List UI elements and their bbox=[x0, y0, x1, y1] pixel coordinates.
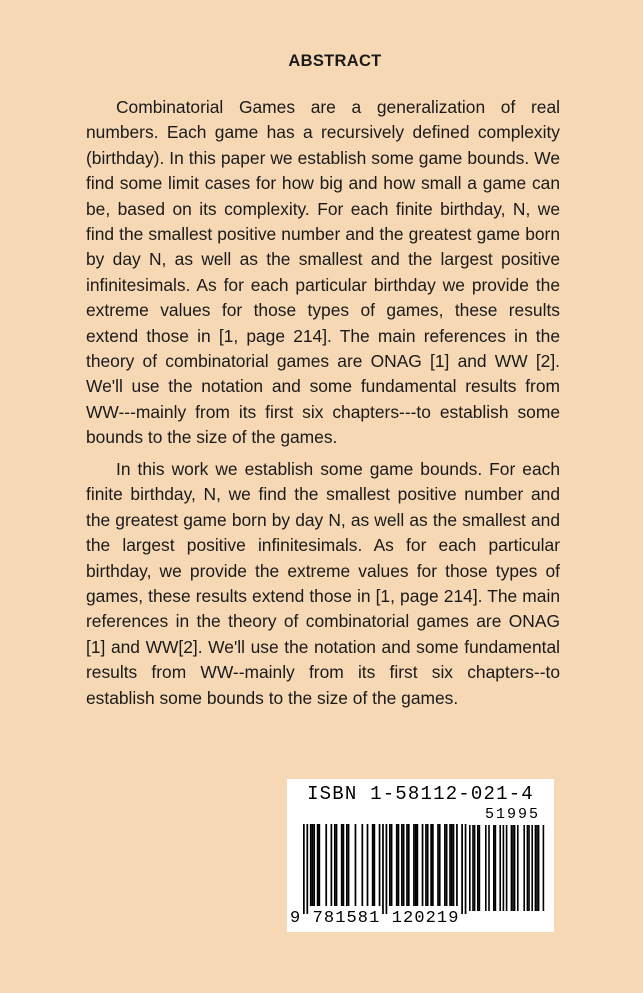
barcode-bar bbox=[382, 824, 384, 914]
barcode-bar bbox=[348, 824, 350, 906]
addon-bar bbox=[474, 825, 476, 911]
addon-bar bbox=[538, 825, 540, 911]
barcode-bar bbox=[451, 824, 453, 906]
addon-bar bbox=[485, 825, 487, 911]
barcode-bar bbox=[432, 824, 434, 906]
barcode-bar bbox=[317, 824, 319, 906]
barcode-bar bbox=[374, 824, 376, 906]
barcode-bar bbox=[386, 824, 388, 914]
barcode-bar bbox=[313, 824, 315, 906]
addon-bar bbox=[495, 825, 497, 911]
barcode-bar bbox=[391, 824, 393, 906]
abstract-paragraph-1: Combinatorial Games are a generalization of real numbers. Each game has a recursively defined complexity (birthday). In this paper we establish some game bounds. We find some limit cases for how big and how small a game can be, based on its complexity. For each finite birthday, N, we find the smallest positive number and the greatest game born by day N, as well as the smallest and the largest positive infinitesimals. As for each particular birthday we provide the extreme values for those types of games, these results extend those in [1, page 214]. The main references in the theory of combinatorial games are ONAG [1] and WW [2]. We'll use the notation and some fundamental results from WW---mainly from its first six chapters---to establish some bounds to the size of the games. bbox=[86, 97, 560, 448]
addon-bar bbox=[523, 825, 525, 911]
addon-bar bbox=[517, 825, 519, 911]
barcode-bar bbox=[406, 824, 408, 906]
barcode-bar bbox=[398, 824, 400, 906]
addon-bar bbox=[514, 825, 516, 911]
barcode-bar bbox=[417, 824, 419, 906]
barcode-bar bbox=[343, 824, 345, 906]
barcode-bar bbox=[456, 824, 458, 906]
isbn-barcode bbox=[287, 779, 554, 932]
barcode-bar bbox=[422, 824, 424, 906]
isbn-label: ISBN 1-58112-021-4 bbox=[307, 783, 534, 805]
barcode-bar bbox=[379, 824, 381, 906]
barcode-bar bbox=[306, 824, 308, 914]
barcode-bar bbox=[372, 824, 374, 906]
barcode-bar bbox=[331, 824, 333, 906]
addon-bar bbox=[543, 825, 545, 911]
addon-bar bbox=[528, 825, 530, 911]
barcode-bar bbox=[361, 824, 363, 906]
addon-bar bbox=[477, 825, 479, 911]
barcode-bar bbox=[389, 824, 391, 906]
addon-bar bbox=[511, 825, 513, 911]
addon-bar bbox=[527, 825, 529, 911]
barcode-bar bbox=[336, 824, 338, 906]
addon-bar bbox=[469, 825, 471, 911]
ean-digits: 9 781581 120219 bbox=[290, 909, 460, 928]
addon-bar bbox=[479, 825, 481, 911]
abstract-heading: ABSTRACT bbox=[288, 52, 382, 70]
barcode-bar bbox=[341, 824, 343, 906]
barcode-bar bbox=[334, 824, 336, 906]
barcode-bar bbox=[437, 824, 439, 906]
barcode-bar bbox=[439, 824, 441, 906]
barcode-bar bbox=[401, 824, 403, 906]
barcode-bar bbox=[355, 824, 357, 906]
barcode-bar bbox=[310, 824, 312, 906]
barcode-bar bbox=[413, 824, 415, 906]
barcode-bar bbox=[303, 824, 305, 914]
barcode-bar bbox=[396, 824, 398, 906]
barcode-bar bbox=[346, 824, 348, 906]
barcode-bar bbox=[408, 824, 410, 906]
barcode-bar bbox=[325, 824, 327, 906]
barcode-bar bbox=[312, 824, 314, 906]
barcode-bar bbox=[425, 824, 427, 906]
addon-bar bbox=[531, 825, 533, 911]
barcode-bar bbox=[367, 824, 369, 906]
price-code: 51995 bbox=[484, 806, 540, 823]
addon-bar bbox=[499, 825, 501, 911]
abstract-paragraph-2: In this work we establish some game bounds. For each finite birthday, N, we find the smallest positive number and the greatest game born by day N, as well as the smallest and the largest positive infinitesimals. As for each particular birthday, we provide the extreme values for those types of games, these results extend those in [1, page 214]. The main references in the theory of combinatorial games are ONAG [1] and WW[2]. We'll use the notation and some fundamental results from WW--mainly from its first six chapters--to establish some bounds to the size of the games. bbox=[86, 459, 560, 708]
addon-bar bbox=[472, 825, 474, 911]
barcode-bar bbox=[449, 824, 451, 906]
addon-bar bbox=[488, 825, 490, 911]
barcode-bar bbox=[415, 824, 417, 906]
addon-bar bbox=[535, 825, 537, 911]
barcode-bar bbox=[403, 824, 405, 906]
addon-bar bbox=[512, 825, 514, 911]
addon-bar bbox=[536, 825, 538, 911]
barcode-bar bbox=[446, 824, 448, 906]
barcode-bar bbox=[453, 824, 455, 906]
barcode-bar bbox=[444, 824, 446, 906]
barcode-bar bbox=[318, 824, 320, 906]
barcode-bar bbox=[427, 824, 429, 906]
barcode-bar bbox=[465, 824, 467, 914]
barcode-bar bbox=[461, 824, 463, 914]
addon-bar bbox=[503, 825, 505, 911]
addon-bar bbox=[493, 825, 495, 911]
addon-bar bbox=[506, 825, 508, 911]
barcode-bar bbox=[430, 824, 432, 906]
